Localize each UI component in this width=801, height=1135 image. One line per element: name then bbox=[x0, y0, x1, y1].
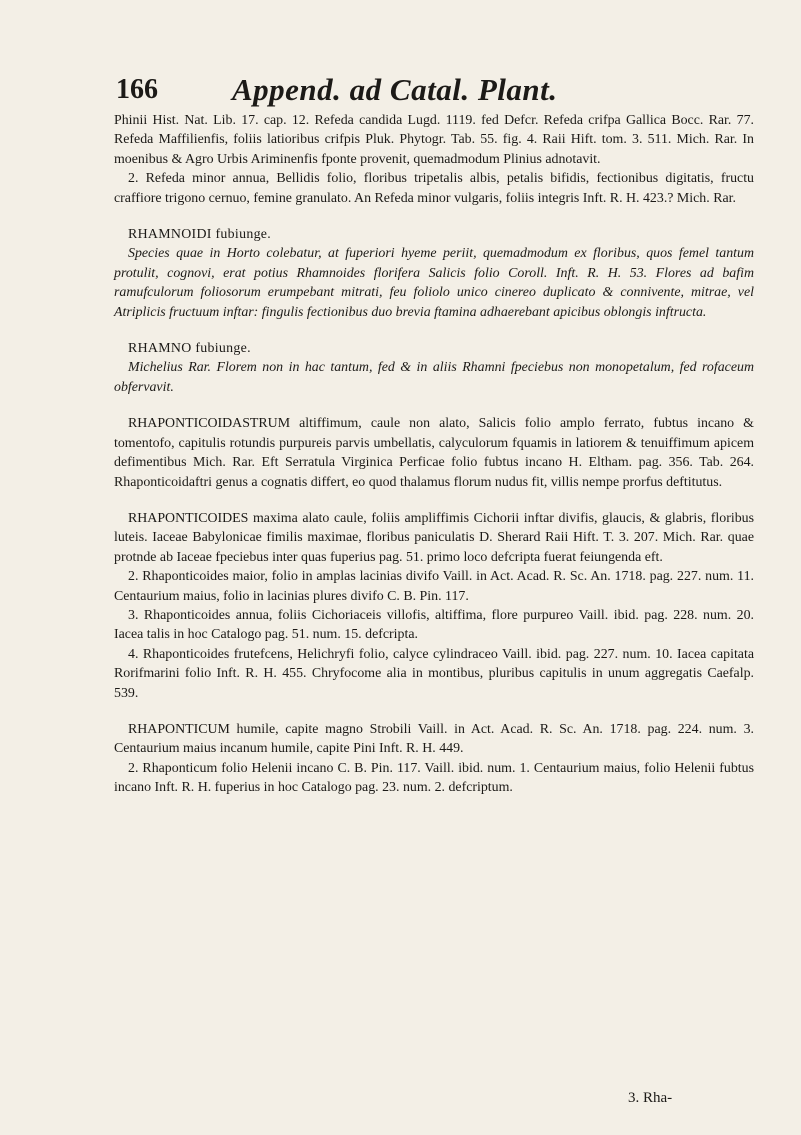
page-body bbox=[114, 111, 754, 798]
paragraph-rhaponticum-1: RHAPONTICUM humile, capite magno Strobili Vaill. in Act. Acad. R. Sc. An. 1718. pag. 224. num. 3. Centaurium maius incanum humile, capite Pini Inft. R. H. 449. bbox=[114, 721, 754, 757]
paragraph-reseda-1: Phinii Hist. Nat. Lib. 17. cap. 12. Refeda candida Lugd. 1119. fed Defcr. Refeda crifpa Gallica Bocc. Rar. 77. Refeda Maffilienfis, foliis latioribus crifpis Pluk. Phytogr. Tab. 55. fig. 4. Raii Hift. tom. 3. 511. Mich. Rar. In moenibus & Agro Urbis Ariminenfis fponte provenit, quemadmodum Plinius adnotavit. bbox=[114, 113, 754, 167]
heading-rhamno: RHAMNO fubiunge. bbox=[128, 341, 251, 357]
paragraph-rhaponticoides-2: 2. Rhaponticoides maior, folio in amplas lacinias divifo Vaill. in Act. Acad. R. Sc. An. 1718. pag. 227. num. 11. Centaurium maius, folio in lacinias plures divifo C. B. Pin. 117. bbox=[114, 569, 754, 604]
paragraph-rhamnoidi: Species quae in Horto colebatur, at fuperiori hyeme periit, quemadmodum ex floribus, quos femel tantum protulit, cognovi, erat potius Rhamnoides florifera Salicis folio Coroll. Inft. R. H. 53. Flores ad bafim ramufculorum foliosorum erumpebant mitrati, feu foliolo unico cinereo duplicato & connivente, mitrae, vel Atriplicis fructuum inftar: fingulis fectionibus duo brevia ftamina adhaerebant apicibus oblongis inftructa. bbox=[114, 246, 754, 320]
running-title: Append. ad Catal. Plant. bbox=[232, 72, 558, 107]
paragraph-rhaponticoides-4: 4. Rhaponticoides frutefcens, Helichryfi folio, calyce cylindraceo Vaill. ibid. pag. 227. num. 10. Iacea capitata Rorifmarini folio Inft. R. H. 455. Chryfocome alia in montibus, pluribus capitulis in unum aggregatis Caefalp. 539. bbox=[114, 646, 754, 701]
heading-rhamnoidi: RHAMNOIDI fubiunge. bbox=[128, 227, 272, 243]
paragraph-rhaponticoides-1: RHAPONTICOIDES maxima alato caule, foliis ampliffimis Cichorii inftar divifis, glaucis, & glabris, floribus luteis. Iaceae Babylonicae fimilis maximae, floribus paniculatis D. Sherard Raii Hift. T. 3. 207. Mich. Rar. quae protnde ab Iaceae fpeciebus inter quas fuperius pag. 51. primo loco defcripta fuerat feiungenda eft. bbox=[114, 510, 754, 565]
paragraph-rhaponticum-2: 2. Rhaponticum folio Helenii incano C. B. Pin. 117. Vaill. ibid. num. 1. Centaurium maius, folio Helenii fubtus incano Inft. R. H. fuperius in hoc Catalogo pag. 23. num. 2. defcriptum. bbox=[114, 760, 754, 796]
running-header bbox=[0, 72, 801, 112]
paragraph-reseda-2: 2. Refeda minor annua, Bellidis folio, floribus tripetalis albis, petalis bifidis, fectionibus digitatis, fructu craffiore trigono cernuo, femine granulato. An Refeda minor vulgaris, foliis integris Inft. R. H. 423.? Mich. Rar. bbox=[114, 171, 754, 206]
paragraph-rhamno: Michelius Rar. Florem non in hac tantum, fed & in aliis Rhamni fpeciebus non monopetalum, fed rofaceum obfervavit. bbox=[114, 360, 754, 395]
paragraph-rhaponticoides-3: 3. Rhaponticoides annua, foliis Cichoriaceis villofis, altiffima, flore purpureo Vaill. ibid. pag. 228. num. 20. Iacea talis in hoc Catalogo pag. 51. num. 15. defcripta. bbox=[114, 607, 754, 643]
page-number: 166 bbox=[116, 74, 158, 105]
catchword: 3. Rha- bbox=[628, 1090, 673, 1106]
paragraph-rhaponticoidastrum: RHAPONTICOIDASTRUM altiffimum, caule non alato, Salicis folio amplo ferrato, fubtus incano & tomentofo, capitulis rotundis purpureis parvis umbellatis, calyculorum fquamis in latiorem & tenuiffimum apicem defimentibus Mich. Rar. Eft Serratula Virginica Perficae folio fubtus incano H. Eltham. pag. 356. Tab. 264. Rhaponticoidaftri genus a cognatis differt, eo quod thalamus florum nudus fit, villis nempe prorfus deftitutus. bbox=[114, 416, 754, 490]
